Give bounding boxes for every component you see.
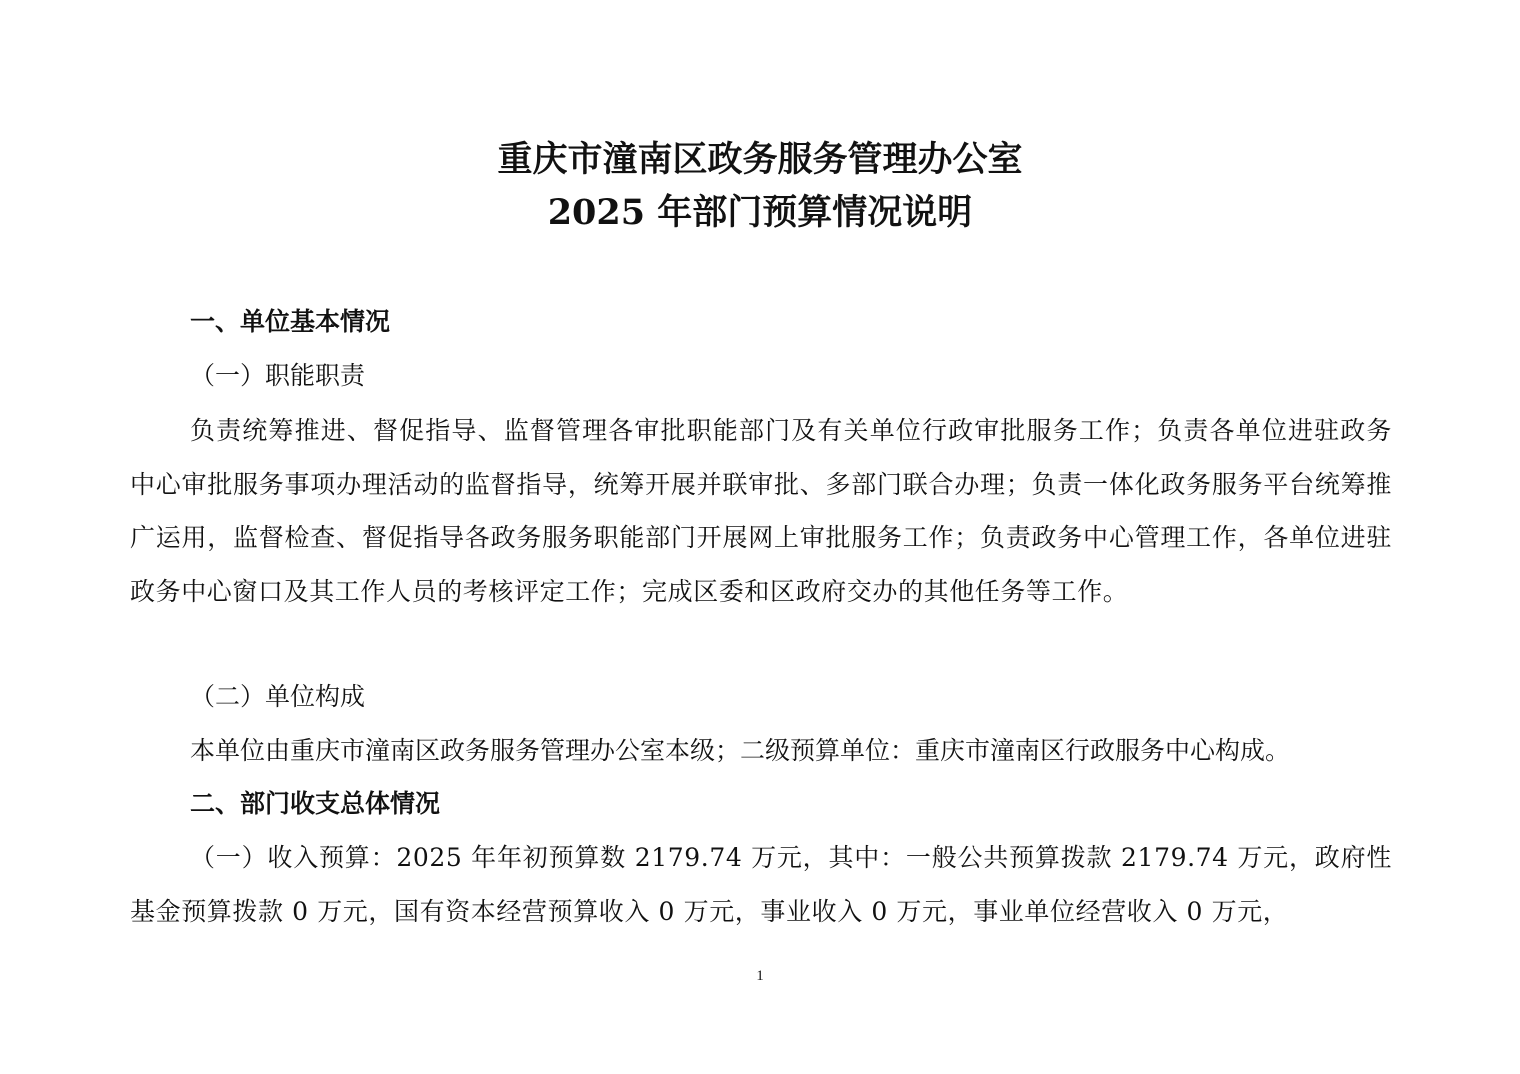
section1-sub1-heading: （一）职能职责 (190, 361, 366, 390)
page-number: 1 (756, 968, 764, 984)
section1-heading: 一、单位基本情况 (190, 307, 391, 336)
section1-sub2-body: 本单位由重庆市潼南区政务服务管理办公室本级；二级预算单位：重庆市潼南区行政服务中心构成。 (190, 736, 1291, 765)
section1-sub1-body: 负责统筹推进、督促指导、监督管理各审批职能部门及有关单位行政审批服务工作；负责各单位进驻政务中心审批服务事项办理活动的监督指导，统筹开展并联审批、多部门联合办理；负责一体化政务服务平台统筹推广运用，监督检查、督促指导各政务服务职能部门开展网上审批服务工作；负责政务中心管理工作，各单位进驻政务中心窗口及其工作人员的考核评定工作；完成区委和区政府交办的其他任务等工作。 (130, 416, 1392, 606)
section1-sub2-heading: （二）单位构成 (190, 682, 366, 711)
section2-heading: 二、部门收支总体情况 (190, 789, 441, 818)
section2-sub1-body: （一）收入预算：2025 年年初预算数 2179.74 万元，其中：一般公共预算拨款 2179.74 万元，政府性基金预算拨款 0 万元，国有资本经营预算收入 0 万元，事业收入 0 万元，事业单位经营收入 0 万元， (130, 843, 1392, 926)
document-title-line1: 重庆市潼南区政务服务管理办公室 (497, 139, 1023, 180)
document-title-line2: 2025 年部门预算情况说明 (547, 192, 973, 233)
